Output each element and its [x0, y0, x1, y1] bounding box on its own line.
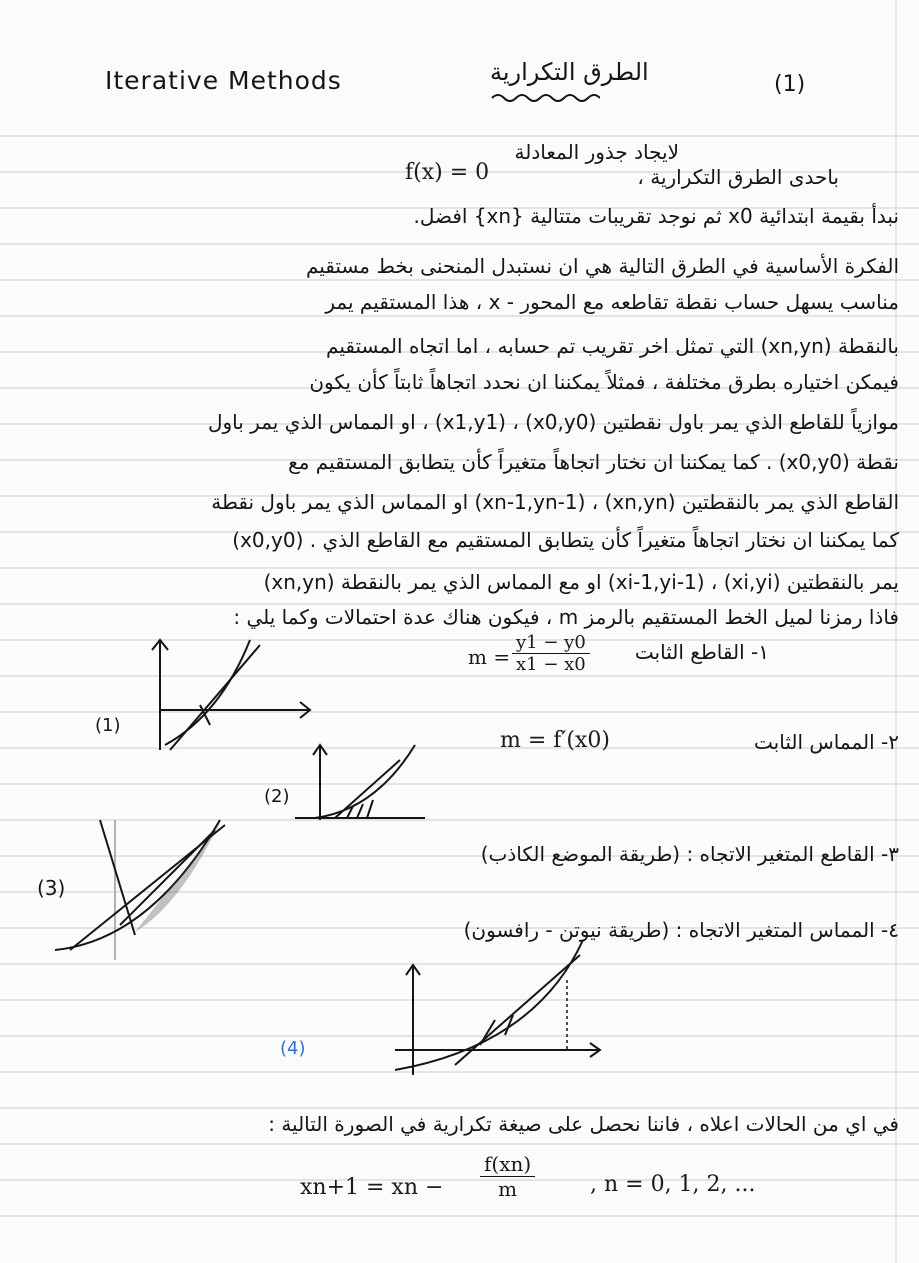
body-line-4: مناسب يسهل حساب نقطة تقاطعه مع المحور - x ، هذا المستقيم يمر	[325, 290, 899, 314]
page-title-arabic: الطرق التكرارية	[490, 58, 649, 86]
figure-4-newton-raphson	[385, 935, 605, 1080]
body-line-10: (x0,y0) . كما يمكننا ان نختار اتجاهاً متغيراً كأن يتطابق المستقيم مع القاطع الذي	[232, 528, 899, 552]
conclusion-text: في اي من الحالات اعلاه ، فاننا نحصل على صيغة تكرارية في الصورة التالية :	[268, 1112, 899, 1136]
figure-2-label: (2)	[264, 786, 290, 807]
page-title-english: Iterative Methods	[105, 66, 342, 95]
case1-denominator: x1 − x0	[516, 654, 586, 675]
body-line-7: موازياً للقاطع الذي يمر باول نقطتين (x0,y0) ، (x1,y1) ، او المماس الذي يمر باول	[207, 410, 899, 434]
figure-3-label: (3)	[37, 876, 66, 900]
case1-fraction	[512, 632, 590, 675]
body-line-12: فاذا رمزنا لميل الخط المستقيم بالرمز m ، فيكون هناك عدة احتمالات وكما يلي :	[233, 605, 899, 629]
body-line-6: فيمكن اختياره بطرق مختلفة ، فمثلاً يمكننا ان نحدد اتجاهاً ثابتاً كأن يكون	[309, 370, 899, 394]
iteration-formula-fraction	[480, 1152, 535, 1201]
iteration-formula-lhs: xn+1 = xn −	[300, 1175, 444, 1200]
body-line-3: الفكرة الأساسية في الطرق التالية هي ان نستبدل المنحنى بخط مستقيم	[305, 254, 899, 278]
equation-fx: f(x) = 0	[405, 160, 490, 185]
case2-formula: m = f′(x0)	[500, 728, 610, 753]
figure-2-fixed-tangent	[285, 740, 435, 830]
body-line-2: نبدأ بقيمة ابتدائية x0 ثم نوجد تقريبات متتالية {xn} افضل.	[413, 204, 899, 228]
iteration-formula-tail: , n = 0, 1, 2, ...	[590, 1172, 756, 1197]
case3-label: ٣- القاطع المتغير الاتجاه : (طريقة الموضع الكاذب)	[480, 842, 899, 866]
iteration-denominator: m	[498, 1177, 518, 1201]
case2-label: ٢- المماس الثابت	[754, 730, 899, 754]
case1-formula-lhs: m =	[468, 645, 511, 669]
body-line-8: نقطة (x0,y0) . كما يمكننا ان نختار اتجاهاً متغيراً كأن يتطابق المستقيم مع	[288, 450, 899, 474]
case4-label: ٤- المماس المتغير الاتجاه : (طريقة نيوتن - رافسون)	[463, 918, 899, 942]
figure-1-label: (1)	[95, 715, 121, 736]
body-line-1: لايجاد جذور المعادلة	[514, 140, 679, 164]
page-number: (1)	[774, 72, 806, 97]
body-line-11: يمر بالنقطتين (xi,yi) ، (xi-1,yi-1) او مع المماس الذي يمر بالنقطة (xn,yn)	[263, 570, 899, 594]
body-line-5: بالنقطة (xn,yn) التي تمثل اخر تقريب تم حسابه ، اما اتجاه المستقيم	[326, 334, 899, 358]
body-line-9: القاطع الذي يمر بالنقطتين (xn,yn) ، (xn-1,yn-1) او المماس الذي يمر باول نقطة	[211, 490, 899, 514]
figure-3-false-position	[40, 810, 240, 970]
title-underline-wave	[490, 92, 600, 104]
case1-numerator: y1 − y0	[512, 632, 590, 654]
case1-label: ١- القاطع الثابت	[634, 640, 769, 664]
body-line-1-tail: باحدى الطرق التكرارية ،	[637, 165, 839, 189]
iteration-numerator: f(xn)	[480, 1152, 535, 1177]
figure-4-label: (4)	[280, 1038, 306, 1059]
